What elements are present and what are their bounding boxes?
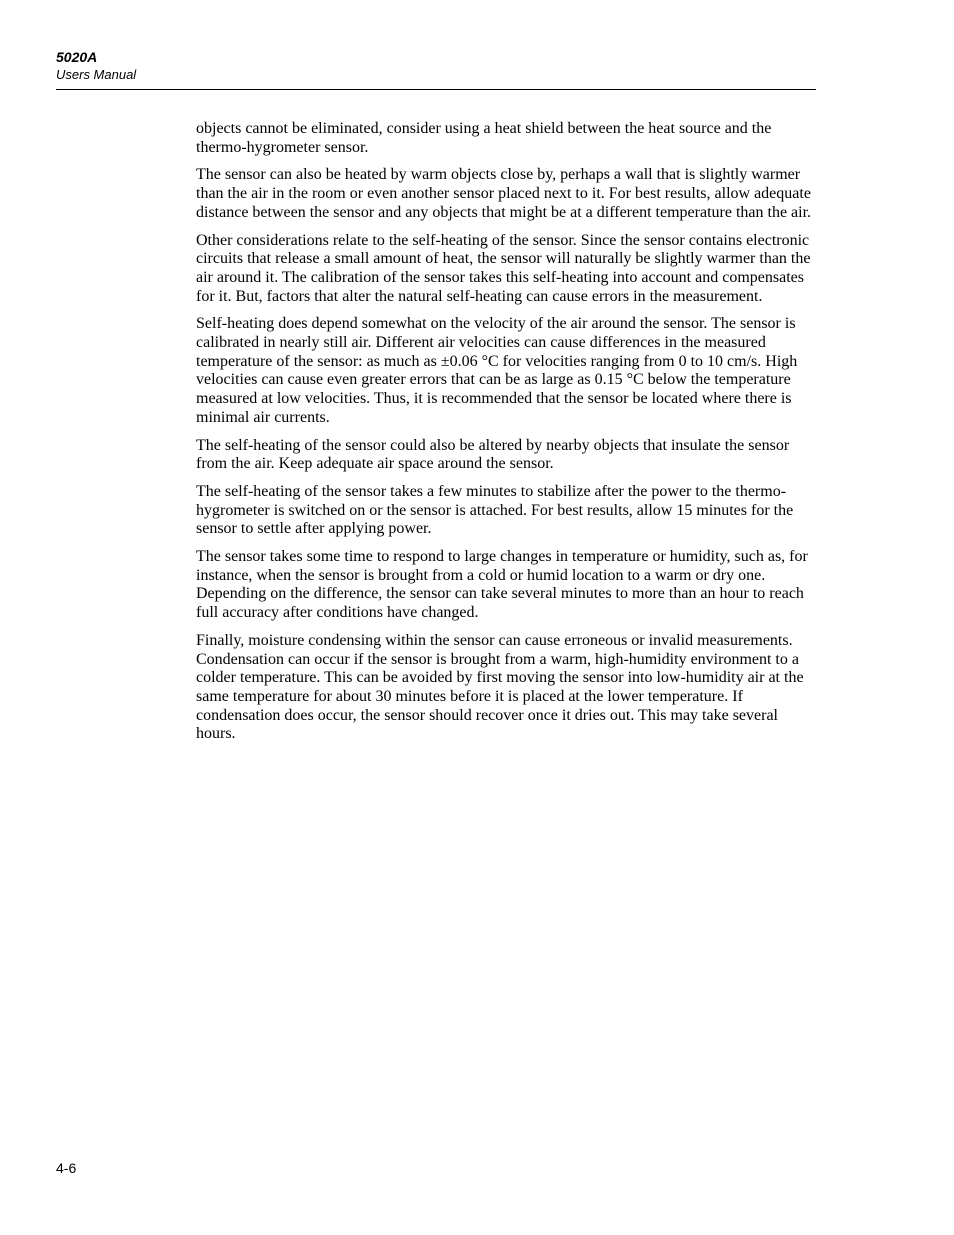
body-text <box>196 120 818 753</box>
paragraph: The sensor can also be heated by warm objects close by, perhaps a wall that is slightly warmer than the air in the room or even another sensor placed next to it. For best results, allow adequate distance between the sensor and any objects that might be at a different temperature than the air. <box>196 166 812 221</box>
page-number: 4-6 <box>56 1160 77 1176</box>
document-title: 5020A <box>56 49 98 65</box>
header-divider <box>56 89 816 90</box>
running-header <box>56 48 816 84</box>
paragraph: The sensor takes some time to respond to large changes in temperature or humidity, such as, for instance, when the sensor is brought from a cold or humid location to a warm or dry one. Depending on the difference, the sensor can take several minutes to more than an hour to reach full accuracy after conditions have changed. <box>196 548 808 622</box>
paragraph: The self-heating of the sensor takes a few minutes to stabilize after the power to the thermo-hygrometer is switched on or the sensor is attached. For best results, allow 15 minutes for the sensor to settle after applying power. <box>196 482 794 538</box>
paragraph: Self-heating does depend somewhat on the velocity of the air around the sensor. The sensor is calibrated in nearly still air. Different air velocities can cause differences in the measured temperature of the sensor: as much as ±0.06 °C for velocities ranging from 0 to 10 cm/s. High velocities can cause even greater errors that can be as large as 0.15 °C below the temperature measured at low velocities. Thus, it is recommended that the sensor be located where there is minimal air currents. <box>196 315 798 426</box>
paragraph: Other considerations relate to the self-heating of the sensor. Since the sensor contains electronic circuits that release a small amount of heat, the sensor will naturally be slightly warmer than the air around it. The calibration of the sensor takes this self-heating into account and compensates for it. But, factors that alter the natural self-heating can cause errors in the measurement. <box>196 231 811 305</box>
document-subtitle: Users Manual <box>56 67 137 82</box>
paragraph: The self-heating of the sensor could also be altered by nearby objects that insulate the sensor from the air. Keep adequate air space around the sensor. <box>196 436 790 473</box>
paragraph: objects cannot be eliminated, consider using a heat shield between the heat source and the thermo-hygrometer sensor. <box>196 120 772 156</box>
paragraph: Finally, moisture condensing within the sensor can cause erroneous or invalid measurements. Condensation can occur if the sensor is brought from a warm, high-humidity environment to a colder temperature. This can be avoided by first moving the sensor into low-humidity air at the same temperature for about 30 minutes before it is placed at the lower temperature. If condensation does occur, the sensor should recover once it dries out. This may take several hours. <box>196 631 804 743</box>
